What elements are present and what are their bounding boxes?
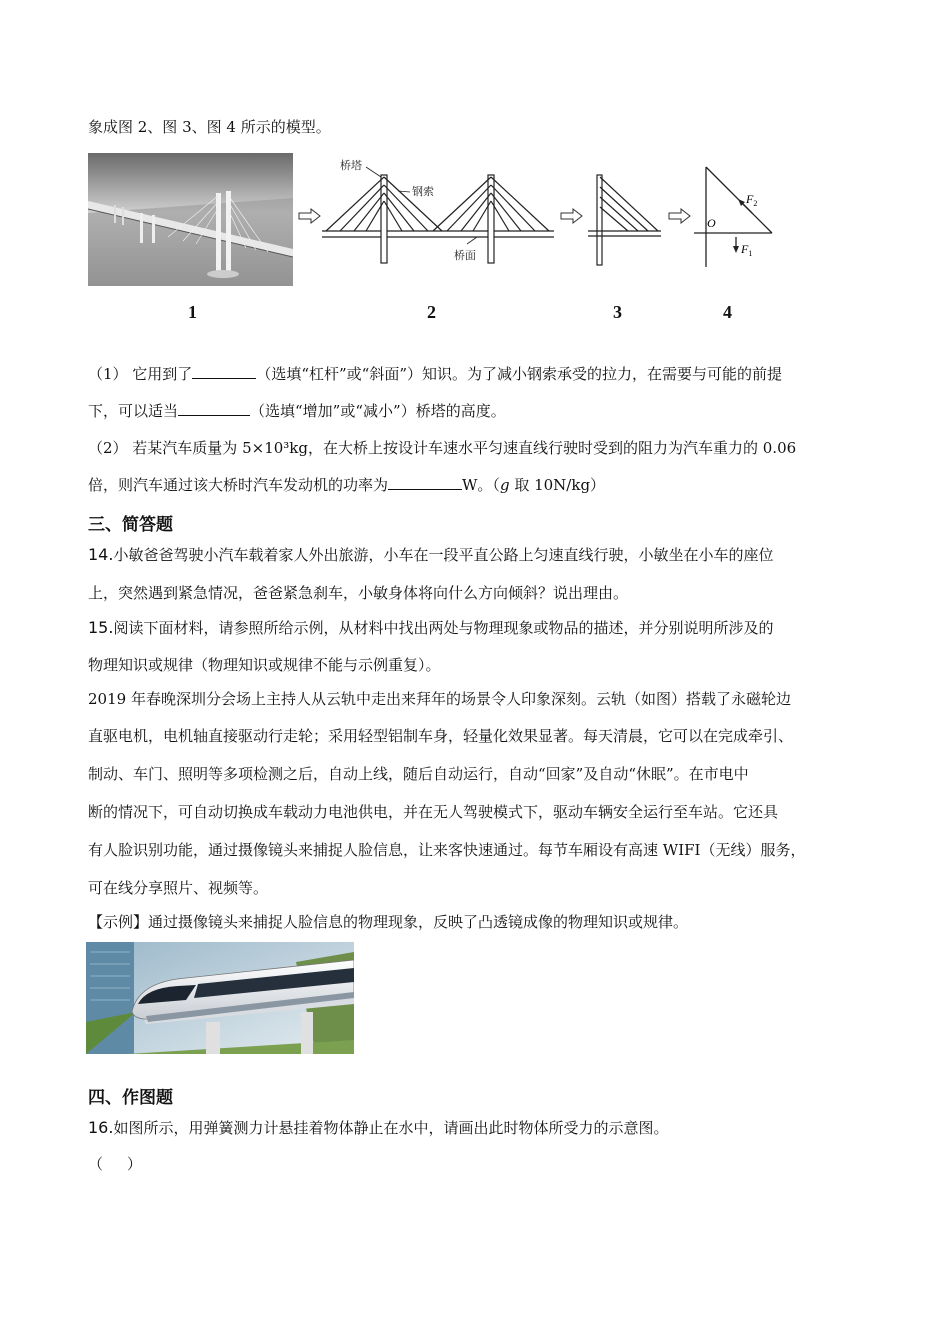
monorail-photo: [86, 942, 354, 1054]
section-heading-3: 三、简答题: [88, 515, 173, 535]
cable-label: 钢索: [412, 186, 434, 198]
q15-para-line: 断的情况下，可自动切换成车载动力电池供电，并在无人驾驶模式下，驱动车辆安全运行至车站。它还具: [88, 803, 779, 821]
q15-para-line: 直驱电机，电机轴直接驱动行走轮；采用轻型铝制车身，轻量化效果显著。每天清晨，它可以在完成牵引、: [88, 727, 794, 745]
lever-model-diagram: [588, 173, 662, 267]
q15-para-line: 有人脸识别功能，通过摄像镜头来捕捉人脸信息，让来客快速通过。每节车厢设有高速 WIFI（无线）服务，: [88, 841, 806, 859]
q13-part2-line1: （2） 若某汽车质量为 5×10³kg，在大桥上按设计车速水平匀速直线行驶时受到的阻力为汽车重力的 0.06: [88, 439, 797, 457]
arrow-icon: [560, 208, 584, 224]
q16-answer-parens[interactable]: （ ）: [88, 1155, 142, 1173]
q13-part1-line1: （1） 它用到了 （选填“杠杆”或“斜面”）知识。为了减小钢索承受的拉力，在需要与可能的前提: [88, 365, 782, 383]
q15-line1: 15.阅读下面材料，请参照所给示例，从材料中找出两处与物理现象或物品的描述，并分别说明所涉及的: [88, 618, 774, 637]
answer-blank-1[interactable]: [192, 364, 256, 379]
point-o-label: O: [707, 216, 716, 230]
intro-line: 象成图 2、图 3、图 4 所示的模型。: [88, 118, 331, 136]
bridge-model-diagram: [322, 155, 554, 265]
q16-line1: 16.如图所示，用弹簧测力计悬挂着物体静止在水中，请画出此时物体所受力的示意图。: [88, 1118, 669, 1137]
figure-label-3: 3: [613, 302, 622, 322]
q15-line2: 物理知识或规律（物理知识或规律不能与示例重复）。: [88, 656, 441, 674]
q15-para-line: 2019 年春晚深圳分会场上主持人从云轨中走出来拜年的场景令人印象深刻。云轨（如图）搭载了永磁轮边: [88, 690, 791, 708]
f1-label: $F_1$: [741, 242, 753, 258]
f2-label: $F_2$: [746, 192, 758, 208]
q15-para-line: 可在线分享照片、视频等。: [88, 879, 269, 897]
answer-blank-3[interactable]: [388, 475, 462, 490]
q14-line2: 上，突然遇到紧急情况，爸爸紧急刹车，小敏身体将向什么方向倾斜？说出理由。: [88, 584, 629, 602]
arrow-icon: [298, 208, 322, 224]
q15-para-line: 制动、车门、照明等多项检测之后，自动上线，随后自动运行，自动“回家”及自动“休眠”。在市电中: [88, 765, 749, 783]
answer-blank-2[interactable]: [178, 401, 250, 416]
arrow-icon: [668, 208, 692, 224]
figure-label-1: 1: [188, 302, 197, 322]
tower-label: 桥塔: [340, 160, 362, 172]
figure-label-4: 4: [723, 302, 732, 322]
section-heading-4: 四、作图题: [88, 1088, 173, 1108]
q13-part1-line2: 下，可以适当 （选填“增加”或“减小”）桥塔的高度。: [88, 402, 506, 420]
deck-label: 桥面: [454, 250, 476, 262]
q14-line1: 14.小敏爸爸驾驶小汽车载着家人外出旅游，小车在一段平直公路上匀速直线行驶，小敏坐在小车的座位: [88, 545, 774, 564]
q15-example: 【示例】通过摄像镜头来捕捉人脸信息的物理现象，反映了凸透镜成像的物理知识或规律。: [88, 913, 689, 931]
force-triangle-diagram: [694, 165, 778, 270]
figure-label-2: 2: [427, 302, 436, 322]
bridge-photo: [88, 153, 293, 286]
q13-part2-line2: 倍，则汽车通过该大桥时汽车发动机的功率为 W。（g 取 10N/kg）: [88, 476, 606, 494]
